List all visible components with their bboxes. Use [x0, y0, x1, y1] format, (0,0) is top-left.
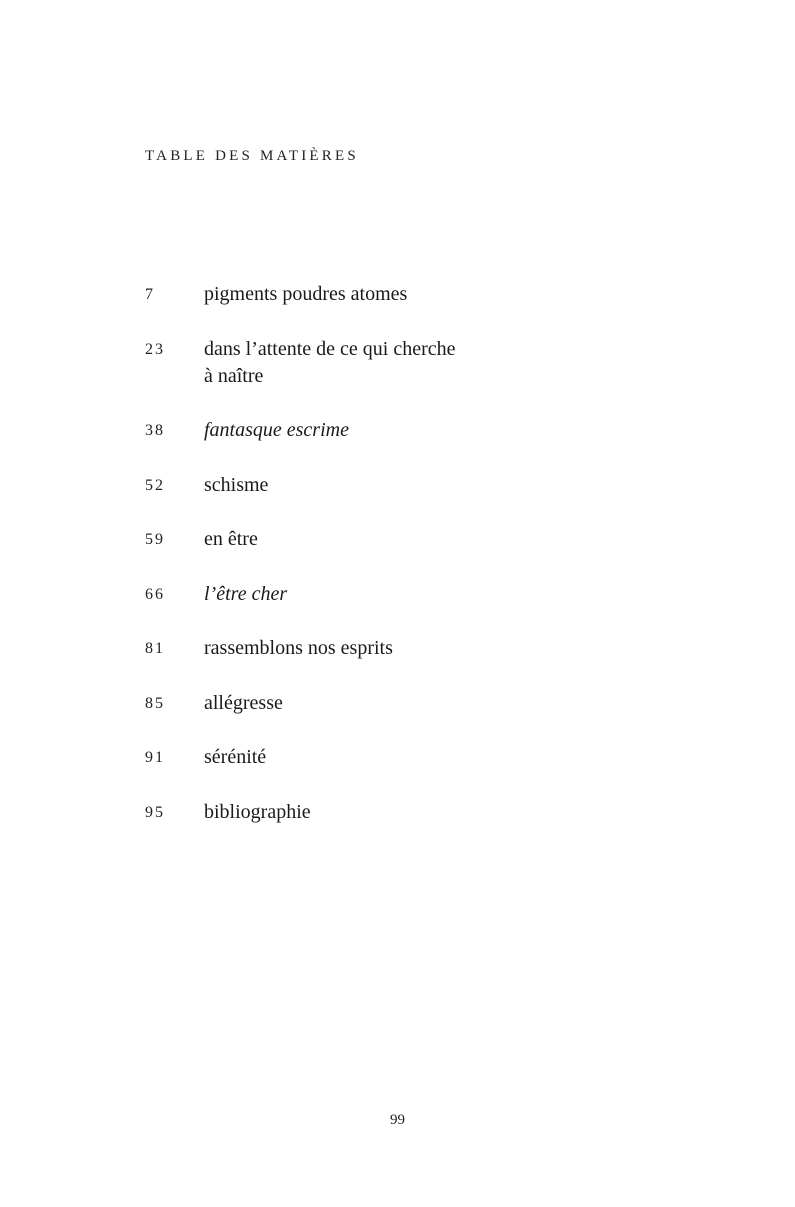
toc-entry	[145, 744, 665, 771]
toc-entry-title: sérénité	[204, 746, 267, 768]
toc-entry-title: schisme	[204, 473, 269, 496]
toc-page-number: 95	[145, 803, 165, 821]
toc-page-number: 91	[145, 749, 165, 766]
toc-entry-title: l’être cher	[204, 582, 288, 605]
toc-entry	[145, 472, 665, 499]
toc-page-number: 23	[145, 340, 165, 358]
toc-entry-title: pigments poudres atomes	[204, 283, 408, 305]
toc-entry-title: rassemblons nos esprits	[204, 637, 393, 659]
toc-page-number: 81	[145, 640, 165, 657]
table-of-contents	[145, 281, 665, 853]
toc-page-number: 7	[145, 286, 155, 303]
toc-entry-title: fantasque escrime	[204, 419, 349, 441]
toc-page-number: 52	[145, 476, 165, 494]
toc-page-number: 66	[145, 585, 165, 603]
toc-entry	[145, 690, 665, 717]
toc-entry	[145, 635, 665, 662]
toc-page-number: 85	[145, 694, 165, 712]
toc-entry	[145, 581, 665, 608]
toc-page-number: 59	[145, 531, 165, 548]
toc-entry	[145, 281, 665, 308]
toc-entry-title: en être	[204, 528, 258, 550]
toc-entry-title: bibliographie	[204, 800, 311, 823]
toc-page-number: 38	[145, 422, 165, 439]
toc-entry-title: allégresse	[204, 691, 283, 714]
toc-entry	[145, 417, 665, 444]
page-title: TABLE DES MATIÈRES	[145, 148, 359, 164]
toc-entry-title: dans l’attente de ce qui cherche à naître	[204, 337, 456, 387]
toc-entry	[145, 336, 665, 390]
toc-entry	[145, 799, 665, 826]
page-number: 99	[390, 1112, 405, 1128]
toc-entry	[145, 526, 665, 553]
